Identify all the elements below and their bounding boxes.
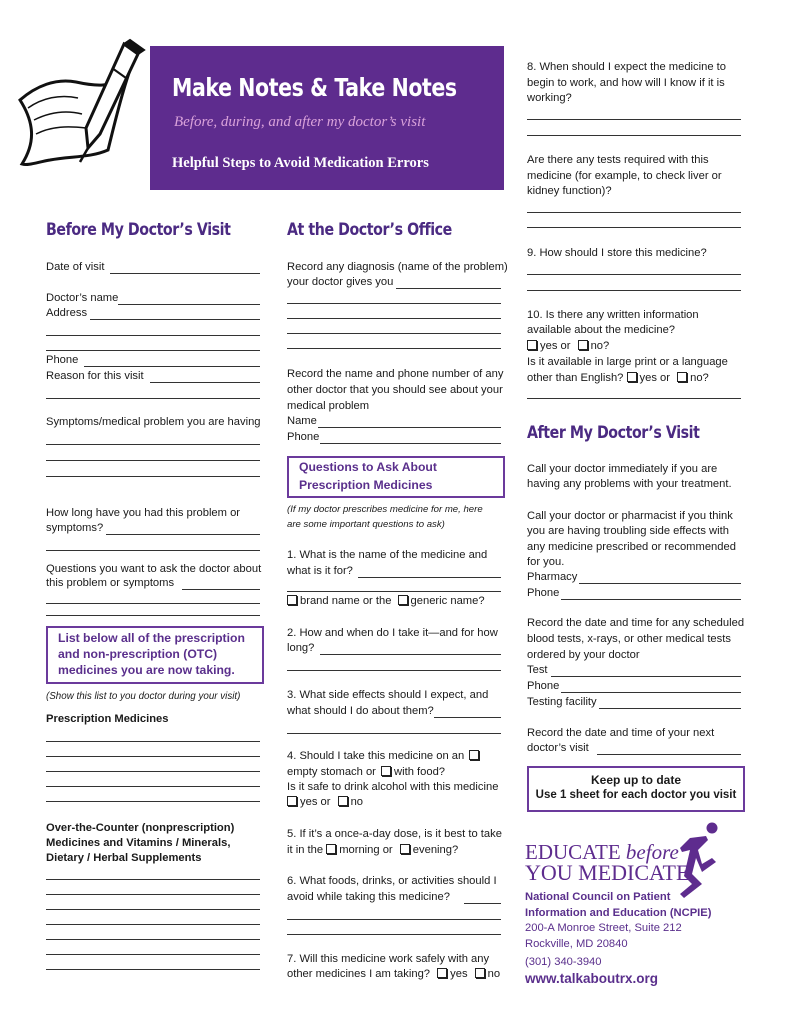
q2-line-1: 2. How and when do I take it—and for how [287,627,498,639]
written-no-checkbox[interactable] [578,340,588,350]
next-visit-field[interactable] [597,754,741,755]
sched-line-2: blood tests, x-rays, or other medical tests [527,633,731,645]
q8-line-2: begin to work, and how will I know if it is [527,77,725,89]
call-line-2: having any problems with your treatment. [527,478,732,490]
reason-field[interactable] [150,382,260,383]
phone-label: Phone [46,354,79,366]
diagnosis-field-4[interactable] [287,333,501,334]
howlong-label-1: How long have you had this problem or [46,507,241,519]
org-line-2: Information and Education (NCPIE) [525,907,712,919]
org-line-1: National Council on Patient [525,891,671,903]
address-field-3[interactable] [46,350,260,351]
diagnosis-field[interactable] [396,288,501,289]
org-phone: (301) 340-3940 [525,956,602,968]
alcohol-yes-label: yes or [300,796,331,808]
q3-line-2: what should I do about them? [287,705,434,717]
q6-field[interactable] [464,903,501,904]
test-phone-field[interactable] [561,692,741,693]
otc-field-1[interactable] [46,879,260,880]
reason-field-2[interactable] [46,398,260,399]
rx-field-5[interactable] [46,801,260,802]
q7-no-checkbox[interactable] [475,968,485,978]
otc-heading-1: Over-the-Counter (nonprescription) [46,822,235,834]
rx-field-4[interactable] [46,786,260,787]
evening-label: evening? [412,844,459,856]
evening-checkbox[interactable] [400,844,410,854]
q10-line-4 [527,371,709,386]
test-field[interactable] [551,676,741,677]
diagnosis-field-3[interactable] [287,318,501,319]
questions-label-2: this problem or symptoms [46,577,175,589]
pharm-line-1: Call your doctor or pharmacist if you think [527,510,733,522]
q8-field-1[interactable] [527,119,741,120]
diagnosis-field-5[interactable] [287,348,501,349]
logo-before: before [625,840,679,864]
diagnosis-label-1: Record any diagnosis (name of the problem) [287,261,508,273]
morning-label: morning or [339,844,393,856]
q10-language-text: other than English? [527,372,624,384]
howlong-label-2: symptoms? [46,522,104,534]
prescription-heading: Prescription Medicines [46,713,169,725]
pharm-line-2: you are having troubling side effects with [527,525,729,537]
howlong-field-2[interactable] [46,550,260,551]
q4-text: 4. Should I take this medicine on an [287,750,465,762]
q3-field-2[interactable] [287,733,501,734]
written-yes-label: yes or [540,340,571,352]
alcohol-no-checkbox[interactable] [338,796,348,806]
q6-field-2[interactable] [287,919,501,920]
q2-field[interactable] [320,654,501,655]
other-doctor-label-1: Record the name and phone number of any [287,368,504,380]
pharm-line-4: for you. [527,556,565,568]
with-food-label: with food? [394,766,446,778]
pharmacy-phone-field[interactable] [561,599,741,600]
tests-line-1: Are there any tests required with this [527,154,709,166]
alcohol-no-label: no [350,796,364,808]
generic-checkbox[interactable] [398,595,408,605]
website-link[interactable]: www.talkaboutrx.org [525,971,659,986]
other-phone-label: Phone [287,431,320,443]
questions-callout-2: Prescription Medicines [299,478,433,492]
other-name-field[interactable] [318,427,501,428]
q7-no-label: no [487,968,501,980]
tests-field-2[interactable] [527,227,741,228]
q3-line-1: 3. What side effects should I expect, and [287,689,489,701]
q7-line-1: 7. Will this medicine work safely with any [287,953,490,965]
q4-line-2 [287,765,445,780]
questions-label-1: Questions you want to ask the doctor about [46,563,262,575]
symptoms-label: Symptoms/medical problem you are having [46,416,261,428]
otc-field-6[interactable] [46,954,260,955]
q1-line-1: 1. What is the name of the medicine and [287,549,488,561]
sched-line-3: ordered by your doctor [527,649,640,661]
q6-line-2: avoid while taking this medicine? [287,891,450,903]
language-no-label: no? [690,372,709,384]
language-yes-checkbox[interactable] [627,372,637,382]
q4-line-3: Is it safe to drink alcohol with this medicine [287,781,499,793]
q4-line-4 [287,795,363,810]
logo-educate: EDUCATE [525,840,621,864]
date-label: Date of visit [46,261,105,273]
q8-line-1: 8. When should I expect the medicine to [527,61,727,73]
test-phone-label: Phone [527,680,560,692]
callout-line-2: and non-prescription (OTC) [58,647,218,661]
language-yes-label: yes or [639,372,670,384]
generic-label: generic name? [410,595,485,607]
callout-line-3: medicines you are now taking. [58,663,235,677]
q2-field-2[interactable] [287,670,501,671]
symptoms-field-1[interactable] [46,444,260,445]
q8-line-3: working? [527,92,572,104]
section-heading-office: At the Doctor’s Office [287,220,452,239]
address-line-2: Rockville, MD 20840 [525,938,628,950]
pharmacy-field[interactable] [579,583,741,584]
facility-field[interactable] [599,708,741,709]
diagnosis-field-2[interactable] [287,303,501,304]
empty-stomach-checkbox[interactable] [469,750,479,760]
other-doctor-label-3: medical problem [287,400,370,412]
date-field[interactable] [110,273,260,274]
otc-field-7[interactable] [46,969,260,970]
test-label: Test [527,664,548,676]
page-tagline: Helpful Steps to Avoid Medication Errors [172,155,429,171]
q9-field-2[interactable] [527,290,741,291]
questions-callout-1: Questions to Ask About [299,460,437,474]
pharm-line-3: any medicine prescribed or recommended [527,541,736,553]
symptoms-field-2[interactable] [46,460,260,461]
questions-note-2: are some important questions to ask) [287,519,445,530]
sched-line-1: Record the date and time for any scheduled [527,617,745,629]
diagnosis-label-2: your doctor gives you [287,276,394,288]
alcohol-yes-checkbox[interactable] [287,796,297,806]
page-subtitle: Before, during, and after my doctor’s visit [174,114,426,130]
rx-field-2[interactable] [46,756,260,757]
other-doctor-label-2: other doctor that you should see about your [287,384,503,396]
written-yes-checkbox[interactable] [527,340,537,350]
q10-field[interactable] [527,398,741,399]
questions-field[interactable] [182,589,260,590]
next-visit-line-2: doctor’s visit [527,742,589,754]
phone-field[interactable] [84,366,260,367]
q3-field[interactable] [434,717,501,718]
q7-yes-checkbox[interactable] [437,968,447,978]
questions-note-1: (If my doctor prescribes medicine for me, here [287,504,483,515]
language-no-checkbox[interactable] [677,372,687,382]
keep-line-2: Use 1 sheet for each doctor you visit [535,789,737,801]
with-food-checkbox[interactable] [381,766,391,776]
q2-line-2: long? [287,642,315,654]
otc-field-5[interactable] [46,939,260,940]
pharmacy-label: Pharmacy [527,571,578,583]
otc-field-2[interactable] [46,894,260,895]
rx-field-3[interactable] [46,771,260,772]
morning-checkbox[interactable] [326,844,336,854]
otc-field-3[interactable] [46,909,260,910]
q5-line-1: 5. If it’s a once-a-day dose, is it best to take [287,828,502,840]
keep-up-to-date-box [527,766,745,812]
section-heading-after: After My Doctor’s Visit [527,423,700,442]
otc-heading-3: Dietary / Herbal Supplements [46,852,202,864]
pharmacy-phone-label: Phone [527,587,560,599]
q6-field-3[interactable] [287,934,501,935]
callout-line-1: List below all of the prescription [58,631,245,645]
tests-line-3: kidney function)? [527,185,612,197]
q10-line-2: available about the medicine? [527,324,676,336]
q9-label: 9. How should I store this medicine? [527,247,707,259]
call-line-1: Call your doctor immediately if you are [527,463,718,475]
written-no-label: no? [590,340,610,352]
q1-line-2: what is it for? [287,565,353,577]
questions-field-3[interactable] [46,615,260,616]
address-line-1: 200-A Monroe Street, Suite 212 [525,922,682,934]
brand-label: brand name or the [300,595,392,607]
tests-line-2: medicine (for example, to check liver or [527,170,722,182]
q10-options [527,339,609,354]
howlong-field[interactable] [106,534,260,535]
symptoms-field-3[interactable] [46,476,260,477]
header-banner [150,46,504,190]
q7-text: other medicines I am taking? [287,968,431,980]
other-name-label: Name [287,415,317,427]
keep-line-1: Keep up to date [590,773,681,787]
questions-callout [287,456,505,498]
tests-field-1[interactable] [527,212,741,213]
otc-heading-2: Medicines and Vitamins / Minerals, [46,837,231,849]
questions-field-2[interactable] [46,603,260,604]
facility-label: Testing facility [527,696,597,708]
q4-line-1 [287,749,482,764]
empty-stomach-label: empty stomach or [287,766,376,778]
q10-line-1: 10. Is there any written information [527,309,699,321]
q7-line-2 [287,967,500,982]
rx-field-1[interactable] [46,741,260,742]
doctor-name-field[interactable] [118,304,260,305]
q5-text: it in the [287,844,324,856]
address-field[interactable] [90,319,260,320]
q5-line-2 [287,843,458,858]
page-title: Make Notes & Take Notes [172,73,457,102]
pen-notepad-icon [16,38,150,170]
other-phone-field[interactable] [320,443,501,444]
logo-line-2: YOU MEDICATE [525,860,690,885]
address-label: Address [46,307,88,319]
otc-field-4[interactable] [46,924,260,925]
section-heading-before: Before My Doctor’s Visit [46,220,231,239]
reason-label: Reason for this visit [46,370,144,382]
q9-field-1[interactable] [527,274,741,275]
q6-line-1: 6. What foods, drinks, or activities should I [287,875,497,887]
q1-field[interactable] [358,577,501,578]
q1-options [287,594,485,609]
next-visit-line-1: Record the date and time of your next [527,727,715,739]
show-list-note: (Show this list to you doctor during your visit) [46,691,241,702]
address-field-2[interactable] [46,335,260,336]
q7-yes-label: yes [450,968,468,980]
q8-field-2[interactable] [527,135,741,136]
brand-checkbox[interactable] [287,595,297,605]
medicine-list-callout [46,626,264,684]
doctor-name-label: Doctor’s name [46,292,119,304]
q10-line-3: Is it available in large print or a language [527,356,728,368]
q1-field-2[interactable] [287,591,501,592]
